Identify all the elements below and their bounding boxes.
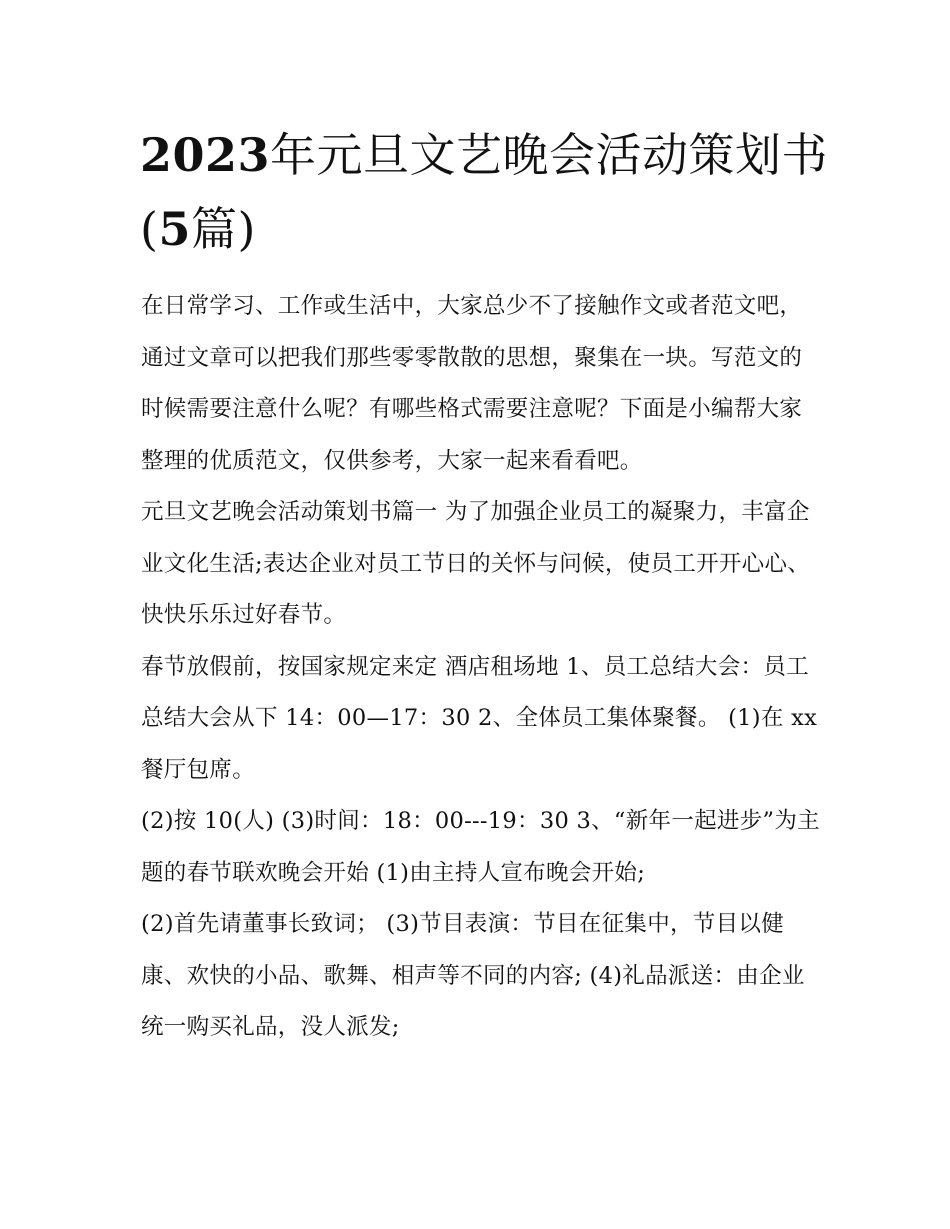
title-text: 年元旦文艺晚会活动策划书(: [140, 128, 829, 256]
paragraph-program: (2)首先请董事长致词； (3)节目表演：节目在征集中，节目以健康、欢快的小品、歌舞、相声等不同的内容; (4)礼品派送：由企业统一购买礼品，没人派发;: [141, 911, 805, 1040]
document-title: [140, 118, 830, 266]
document-body: [141, 281, 821, 1054]
paragraph-schedule: 春节放假前，按国家规定来定 酒店租场地 1、员工总结大会：员工总结大会从下 14：00—17：30 2、全体员工集体聚餐。 (1)在 xx 餐厅包席。: [141, 653, 818, 783]
paragraph-party: (2)按 10(人) (3)时间：18：00---19：30 3、“新年一起进步”为主题的春节联欢晚会开始 (1)由主持人宣布晚会开始;: [141, 808, 820, 886]
title-count: 5: [158, 202, 191, 256]
title-year: 2023: [140, 128, 271, 182]
paragraph-purpose: 元旦文艺晚会活动策划书篇一 为了加强企业员工的凝聚力，丰富企业文化生活;表达企业对员工节日的关怀与问候，使员工开开心心、快快乐乐过好春节。: [141, 499, 811, 628]
paragraph-intro: 在日常学习、工作或生活中，大家总少不了接触作文或者范文吧，通过文章可以把我们那些零零散散的思想，聚集在一块。写范文的时候需要注意什么呢？有哪些格式需要注意呢？下面是小编帮大家整理的优质范文，仅供参考，大家一起来看看吧。: [141, 293, 803, 474]
title-suffix: 篇): [190, 202, 256, 256]
